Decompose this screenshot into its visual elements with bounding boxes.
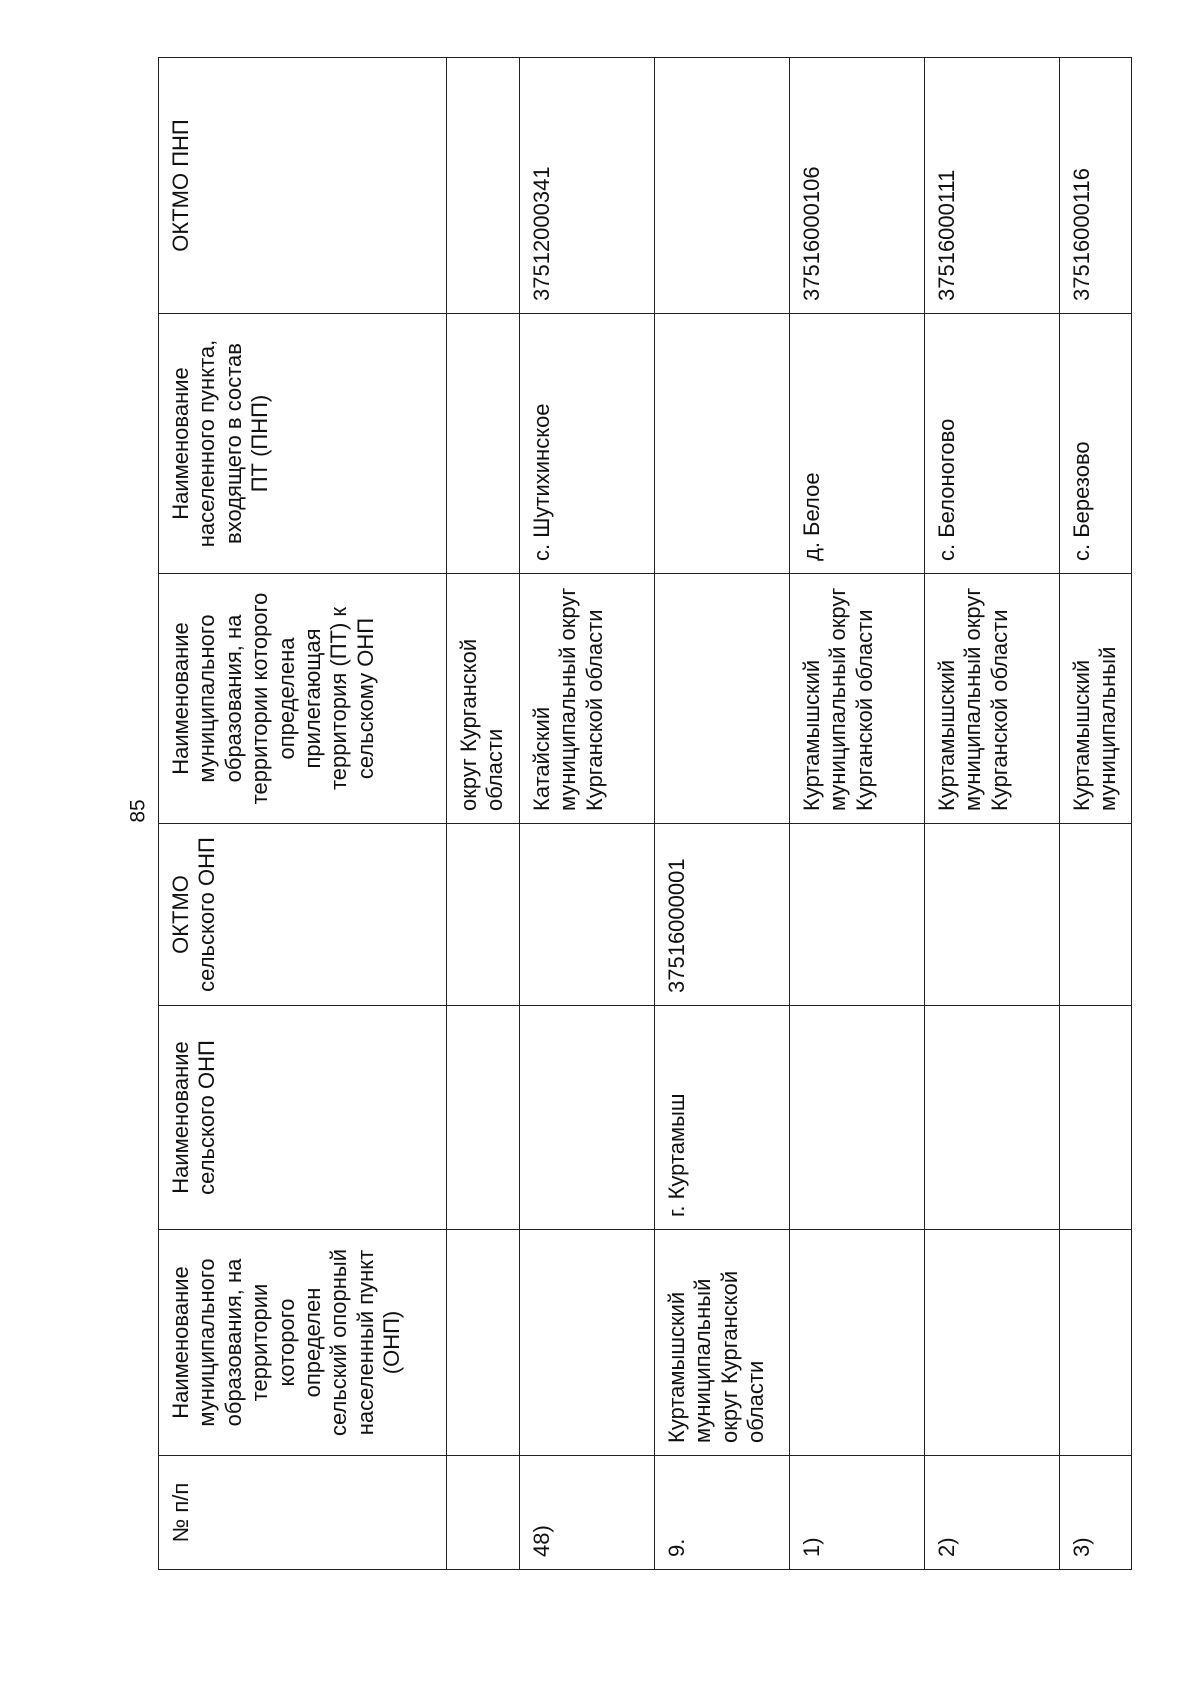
table-row	[1060, 58, 1132, 1570]
header-cell: № п/п	[159, 1456, 447, 1570]
table-cell: Куртамышский муниципальный	[1060, 574, 1132, 824]
header-cell: Наименование населенного пункта, входящего в состав ПТ (ПНП)	[159, 314, 447, 574]
table-cell	[447, 1230, 520, 1456]
table-cell	[655, 574, 790, 824]
header-cell: ОКТМО сельского ОНП	[159, 824, 447, 1006]
table-header-row	[159, 58, 447, 1570]
table-cell: с. Березово	[1060, 314, 1132, 574]
table-cell: Куртамышский муниципальный округ Курганской области	[925, 574, 1060, 824]
header-cell: Наименование муниципального образования, на территории которого определен сельский опорный населенный пункт (ОНП)	[159, 1230, 447, 1456]
table-cell: с. Белоногово	[925, 314, 1060, 574]
table-cell	[790, 1230, 925, 1456]
table-cell: 37516000001	[655, 824, 790, 1006]
table-cell	[925, 1230, 1060, 1456]
table-cell	[655, 58, 790, 314]
table-cell: 1)	[790, 1456, 925, 1570]
table-cell	[447, 314, 520, 574]
header-cell: Наименование сельского ОНП	[159, 1006, 447, 1230]
table-cell: Куртамышский муниципальный округ Курганской области	[790, 574, 925, 824]
table-cell	[447, 1006, 520, 1230]
table-cell	[925, 1006, 1060, 1230]
header-cell: Наименование муниципального образования, на территории которого определена прилегающая территория (ПТ) к сельскому ОНП	[159, 574, 447, 824]
table-cell	[447, 1456, 520, 1570]
table-cell: 37516000111	[925, 58, 1060, 314]
settlements-table	[158, 57, 1132, 1570]
table-cell	[790, 1006, 925, 1230]
table-row	[447, 58, 520, 1570]
table-row	[925, 58, 1060, 1570]
table-cell	[447, 58, 520, 314]
table-cell	[925, 824, 1060, 1006]
table-cell	[520, 1006, 655, 1230]
table-cell	[790, 824, 925, 1006]
table-cell	[1060, 1230, 1132, 1456]
table-cell: 2)	[925, 1456, 1060, 1570]
table-row	[520, 58, 655, 1570]
table-cell: округ Курганской области	[447, 574, 520, 824]
table-cell: 37516000106	[790, 58, 925, 314]
table-cell: г. Куртамыш	[655, 1006, 790, 1230]
table-cell: 48)	[520, 1456, 655, 1570]
table-cell	[1060, 824, 1132, 1006]
table-cell: 37512000341	[520, 58, 655, 314]
table-row	[790, 58, 925, 1570]
table-cell: 3)	[1060, 1456, 1132, 1570]
table-cell: д. Белое	[790, 314, 925, 574]
table-cell: Куртамышский муниципальный округ Курганской области	[655, 1230, 790, 1456]
table-cell: 37516000116	[1060, 58, 1132, 314]
rotated-table-container	[158, 58, 1134, 1570]
header-cell: ОКТМО ПНП	[159, 58, 447, 314]
table-cell: с. Шутихинское	[520, 314, 655, 574]
table-cell	[447, 824, 520, 1006]
table-cell	[520, 1230, 655, 1456]
table-cell	[655, 314, 790, 574]
table-cell	[1060, 1006, 1132, 1230]
table-cell	[520, 824, 655, 1006]
table-cell: Катайский муниципальный округ Курганской области	[520, 574, 655, 824]
page-number: 85	[127, 799, 151, 823]
table-row	[655, 58, 790, 1570]
table-cell: 9.	[655, 1456, 790, 1570]
